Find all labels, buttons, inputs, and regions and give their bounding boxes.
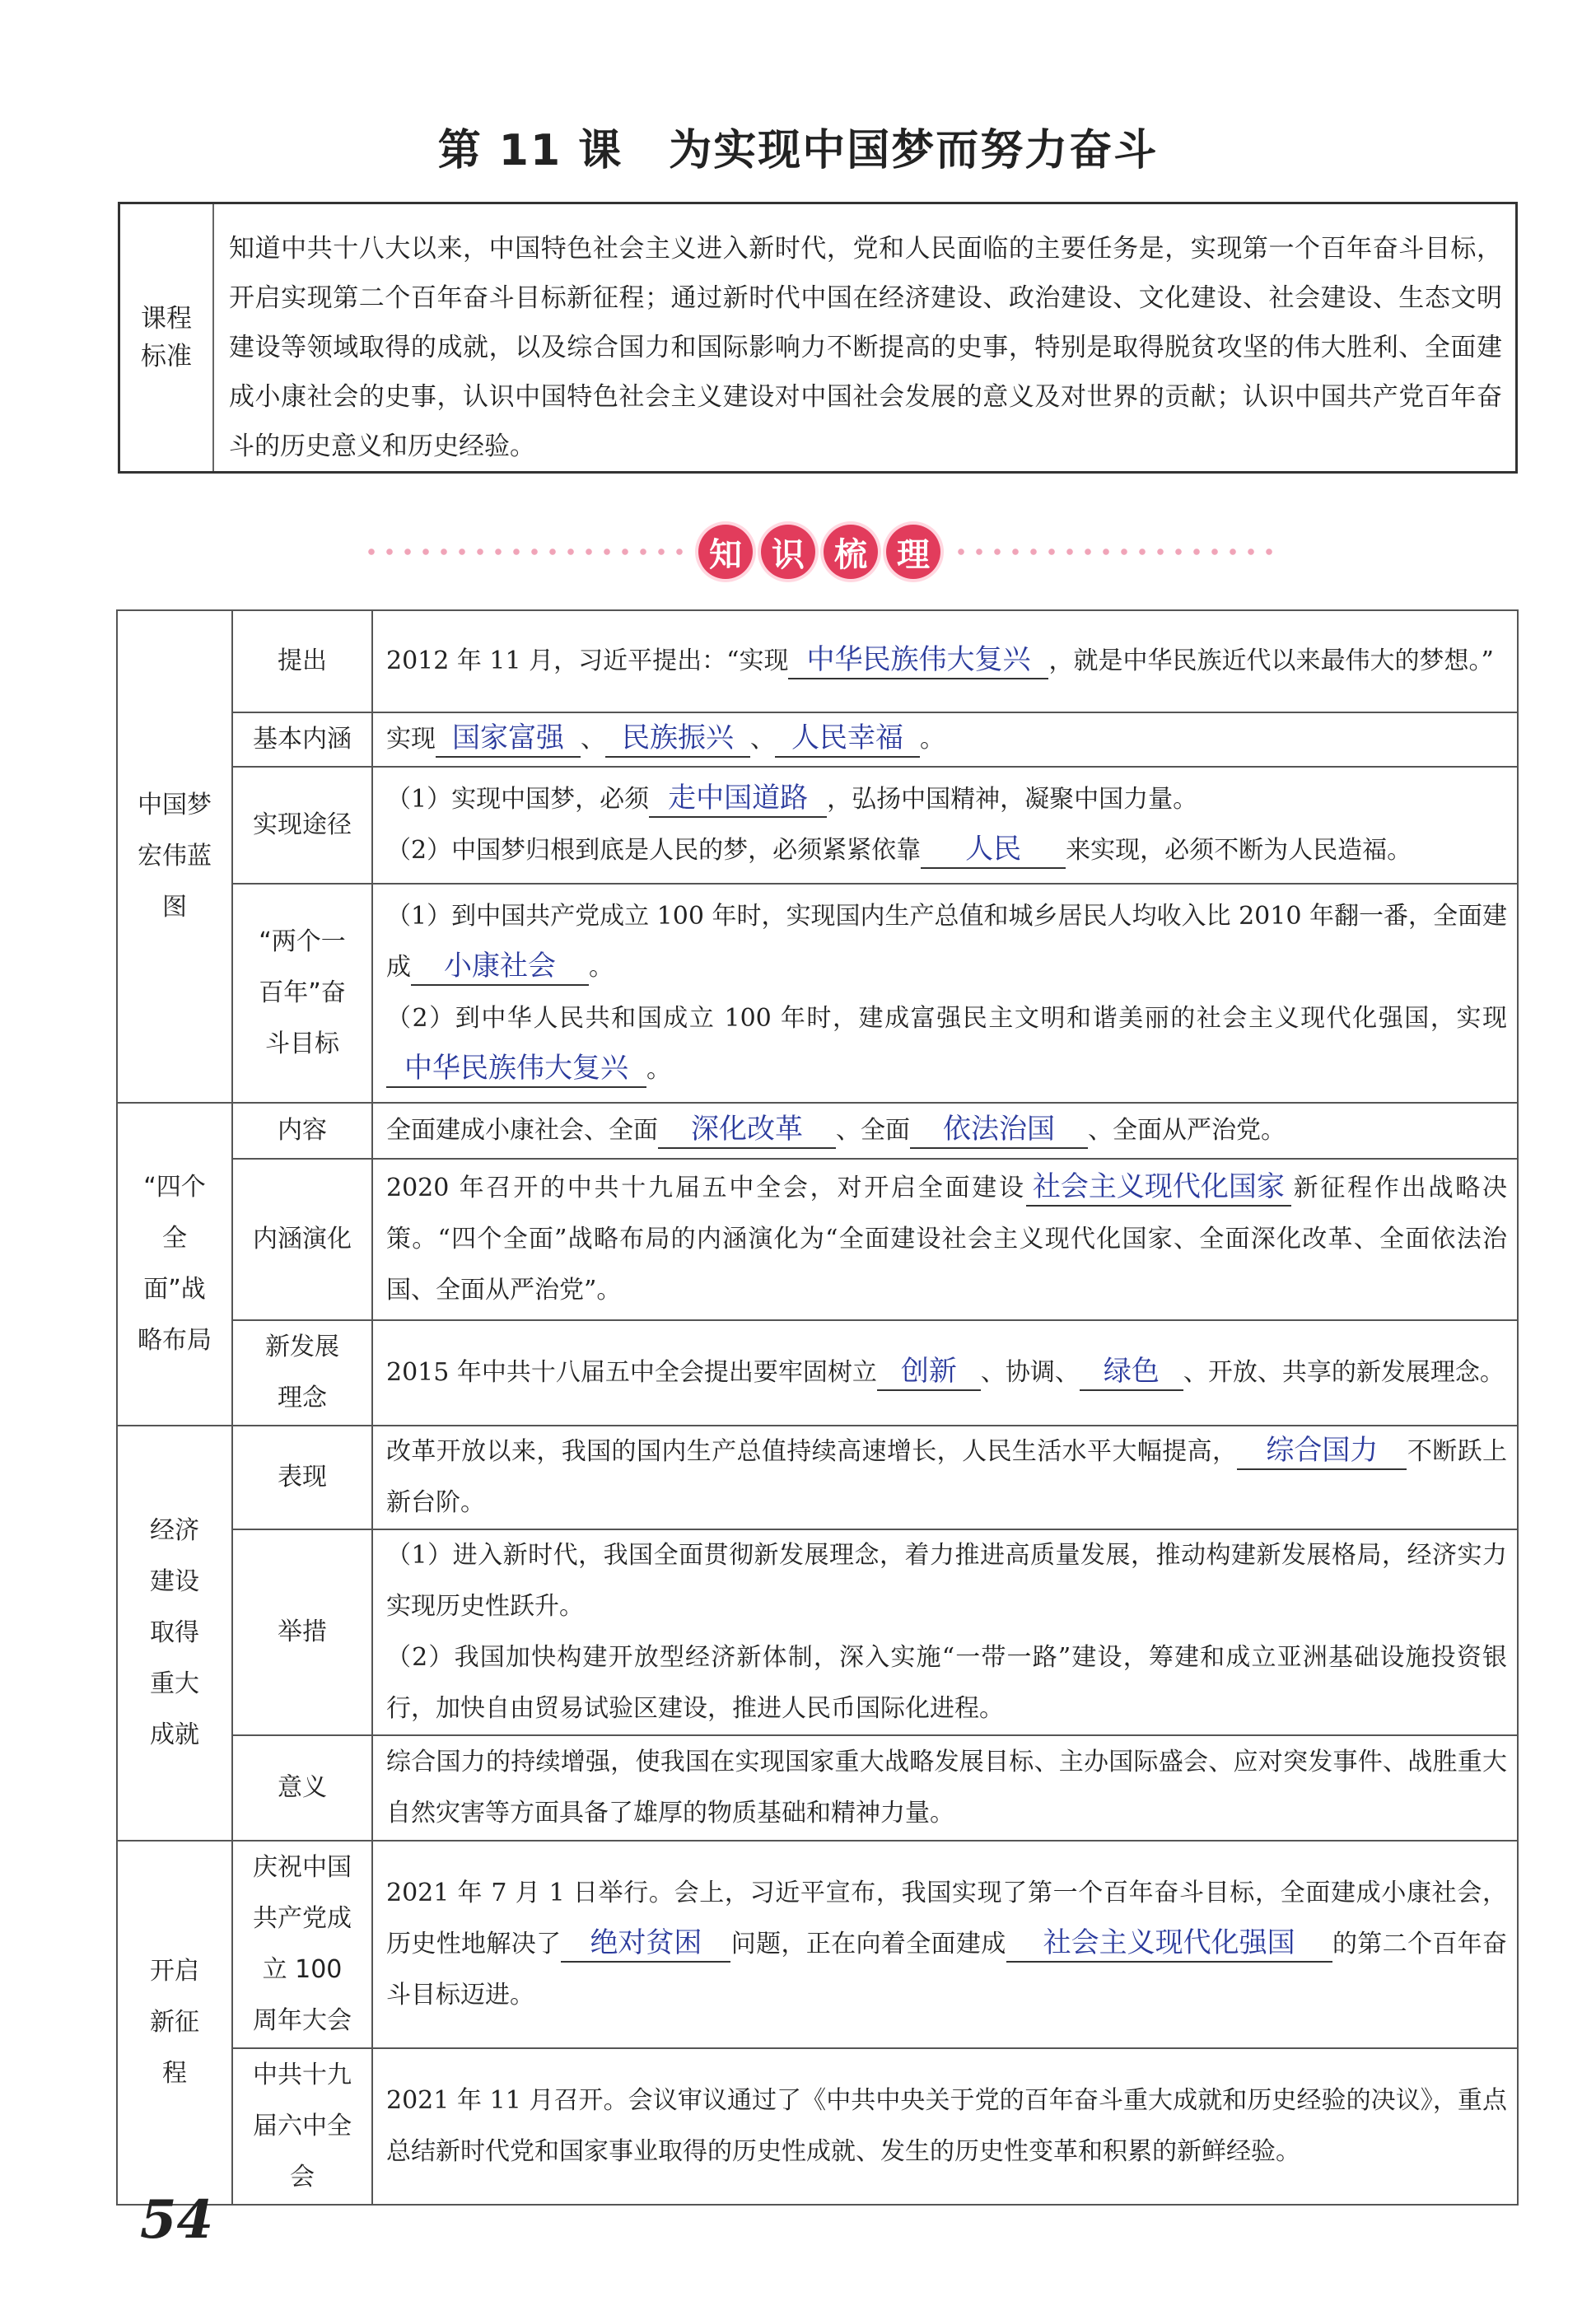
lesson-number: 第 11 课 — [437, 126, 623, 175]
answer-blank: 绿色 — [1080, 1353, 1183, 1391]
text: 2020 年召开的中共十九届五中全会，对开启全面建设 — [386, 1174, 1026, 1202]
subcategory-cell: 实现途径 — [232, 767, 372, 884]
content-cell — [372, 1841, 1518, 2048]
text: 、开放、共享的新发展理念。 — [1183, 1358, 1505, 1387]
subcategory-label: 新发展理念 — [265, 1333, 339, 1412]
heading-dots-left — [362, 548, 687, 555]
answer-blank: 深化改革 — [658, 1111, 836, 1149]
text: 实现 — [386, 725, 436, 754]
answer-blank: 民族振兴 — [605, 720, 750, 758]
content-cell — [372, 712, 1518, 767]
text: 的第二个百年奋斗目标迈进。 — [386, 1930, 1508, 2010]
text: 、全面从严治党。 — [1088, 1116, 1286, 1145]
text: （2）我国加快构建开放型经济新体制，深入实施“一带一路”建设，筹建和成立亚洲基础设施投资银行，加快自由贸易试验区建设，推进人民币国际化进程。 — [386, 1643, 1507, 1723]
category-cell — [117, 610, 232, 1103]
text: （2）到中华人民共和国成立 100 年时，建成富强民主文明和谐美丽的社会主义现代化强国，实现 — [386, 1004, 1507, 1033]
text: 、协调、 — [980, 1358, 1080, 1387]
content-cell: 综合国力的持续增强，使我国在实现国家重大战略发展目标、主办国际盛会、应对突发事件、战胜重大自然灾害等方面具备了雄厚的物质基础和精神力量。 — [372, 1735, 1518, 1841]
answer-blank: 走中国道路 — [649, 780, 827, 818]
category-cell — [117, 1426, 232, 1841]
text: 2012 年 11 月，习近平提出：“实现 — [386, 647, 789, 675]
table-row — [117, 1735, 1518, 1841]
text: （1）到中国共产党成立 100 年时，实现国内生产总值和城乡居民人均收入比 2010 年翻一番，全面建成 — [386, 902, 1507, 982]
text: 。 — [589, 953, 614, 982]
curriculum-standard-box — [118, 202, 1518, 474]
answer-blank: 人民 — [921, 831, 1066, 869]
text: 2021 年 7 月 1 日举行。会上，习近平宣布，我国实现了第一个百年奋斗目标，全面建成小康社会，历史性地解决了 — [386, 1879, 1507, 1958]
category-label: 中国梦宏伟蓝图 — [138, 791, 212, 922]
subcategory-label: 中共十九届六中全会 — [253, 2061, 352, 2192]
answer-blank: 综合国力 — [1237, 1432, 1407, 1470]
text: 不断跃上新台阶。 — [386, 1437, 1508, 1517]
subcategory-cell: 提出 — [232, 610, 372, 712]
page-title — [0, 115, 1596, 177]
text: （1）进入新时代，我国全面贯彻新发展理念，着力推进高质量发展，推动构建新发展格局，经济实力实现历史性跃升。 — [386, 1541, 1507, 1621]
subcategory-cell — [232, 2048, 372, 2205]
subcategory-cell: 表现 — [232, 1426, 372, 1529]
standard-label-text: 课程标准 — [141, 303, 192, 371]
text: ，就是中华民族近代以来最伟大的梦想。” — [1048, 647, 1494, 675]
category-cell — [117, 1841, 232, 2205]
text: 新征程作出战略决策。“四个全面”战略布局的内涵演化为“全面建设社会主义现代化国家、全面深化改革、全面依法治国、全面从严治党”。 — [386, 1174, 1508, 1305]
text: 改革开放以来，我国的国内生产总值持续高速增长，人民生活水平大幅提高， — [386, 1437, 1238, 1466]
answer-blank: 社会主义现代化强国 — [1006, 1925, 1332, 1963]
text: 、 — [581, 725, 605, 754]
subcategory-cell — [232, 1320, 372, 1426]
page-number: 54 — [140, 2189, 214, 2251]
standard-text: 知道中共十八大以来，中国特色社会主义进入新时代，党和人民面临的主要任务是，实现第一个百年奋斗目标，开启实现第二个百年奋斗目标新征程；通过新时代中国在经济建设、政治建设、文化建设、社会建设、生态文明建设等领域取得的成就，以及综合国力和国际影响力不断提高的史事，特别是取得脱贫攻坚的伟大胜利、全面建成小康社会的史事，认识中国特色社会主义建设对中国社会发展的意义及对世界的贡献；认识中国共产党百年奋斗的历史意义和历史经验。 — [229, 234, 1502, 461]
content-cell — [372, 1426, 1518, 1529]
answer-blank: 绝对贫困 — [561, 1925, 730, 1963]
table-row — [117, 1841, 1518, 2048]
content-cell: 2021 年 11 月召开。会议审议通过了《中共中央关于党的百年奋斗重大成就和历史经验的决议》，重点总结新时代党和国家事业取得的历史性成就、发生的历史性变革和积累的新鲜经验。 — [372, 2048, 1518, 2205]
text: 问题，正在向着全面建成 — [730, 1930, 1006, 1958]
text: 来实现，必须不断为人民造福。 — [1066, 836, 1412, 865]
table-row — [117, 1426, 1518, 1529]
content-cell — [372, 767, 1518, 884]
category-label: 开启新征程 — [150, 1957, 199, 2088]
subcategory-cell: 举措 — [232, 1529, 372, 1735]
text: 2015 年中共十八届五中全会提出要牢固树立 — [386, 1358, 877, 1387]
text: 、 — [750, 725, 775, 754]
content-cell — [372, 1103, 1518, 1159]
table-row — [117, 2048, 1518, 2205]
answer-blank: 依法治国 — [910, 1111, 1088, 1149]
subcategory-cell: 意义 — [232, 1735, 372, 1841]
table-row — [117, 712, 1518, 767]
content-cell — [372, 1529, 1518, 1735]
heading-char: 识 — [761, 525, 815, 579]
category-label: “四个全面”战略布局 — [138, 1173, 212, 1355]
content-cell — [372, 884, 1518, 1103]
text: 。 — [920, 725, 945, 754]
content-cell — [372, 610, 1518, 712]
table-row — [117, 767, 1518, 884]
table-row — [117, 1320, 1518, 1426]
table-row — [117, 1529, 1518, 1735]
lesson-title: 为实现中国梦而努力奋斗 — [669, 126, 1159, 175]
answer-blank: 国家富强 — [436, 720, 581, 758]
subcategory-cell: 内涵演化 — [232, 1159, 372, 1320]
knowledge-table — [116, 609, 1519, 2206]
answer-blank: 人民幸福 — [775, 720, 920, 758]
text: ，弘扬中国精神，凝聚中国力量。 — [827, 785, 1198, 814]
category-label: 经济建设取得重大成就 — [150, 1516, 199, 1749]
subcategory-cell — [232, 1841, 372, 2048]
table-row — [117, 884, 1518, 1103]
text: （2）中国梦归根到底是人民的梦，必须紧紧依靠 — [386, 836, 922, 865]
heading-char: 梳 — [824, 525, 878, 579]
answer-blank: 创新 — [877, 1353, 981, 1391]
answer-blank: 社会主义现代化国家 — [1026, 1169, 1291, 1207]
table-row — [117, 1159, 1518, 1320]
standard-label — [120, 204, 214, 471]
heading-char: 理 — [886, 525, 940, 579]
answer-blank: 小康社会 — [411, 948, 589, 986]
answer-blank: 中华民族伟大复兴 — [788, 642, 1048, 679]
section-heading — [362, 519, 1276, 585]
subcategory-label: “两个一百年”奋斗目标 — [259, 927, 346, 1058]
heading-char: 知 — [698, 525, 753, 579]
subcategory-cell: 基本内涵 — [232, 712, 372, 767]
text: 。 — [646, 1055, 671, 1084]
text: （1）实现中国梦，必须 — [386, 785, 650, 814]
subcategory-cell — [232, 884, 372, 1103]
text: 、全面 — [836, 1116, 910, 1145]
heading-dots-right — [952, 548, 1276, 555]
content-cell — [372, 1320, 1518, 1426]
category-cell — [117, 1103, 232, 1426]
table-row — [117, 610, 1518, 712]
text: 全面建成小康社会、全面 — [386, 1116, 658, 1145]
content-cell — [372, 1159, 1518, 1320]
subcategory-cell: 内容 — [232, 1103, 372, 1159]
table-row — [117, 1103, 1518, 1159]
answer-blank: 中华民族伟大复兴 — [386, 1050, 646, 1088]
subcategory-label: 庆祝中国共产党成立 100 周年大会 — [253, 1853, 352, 2035]
